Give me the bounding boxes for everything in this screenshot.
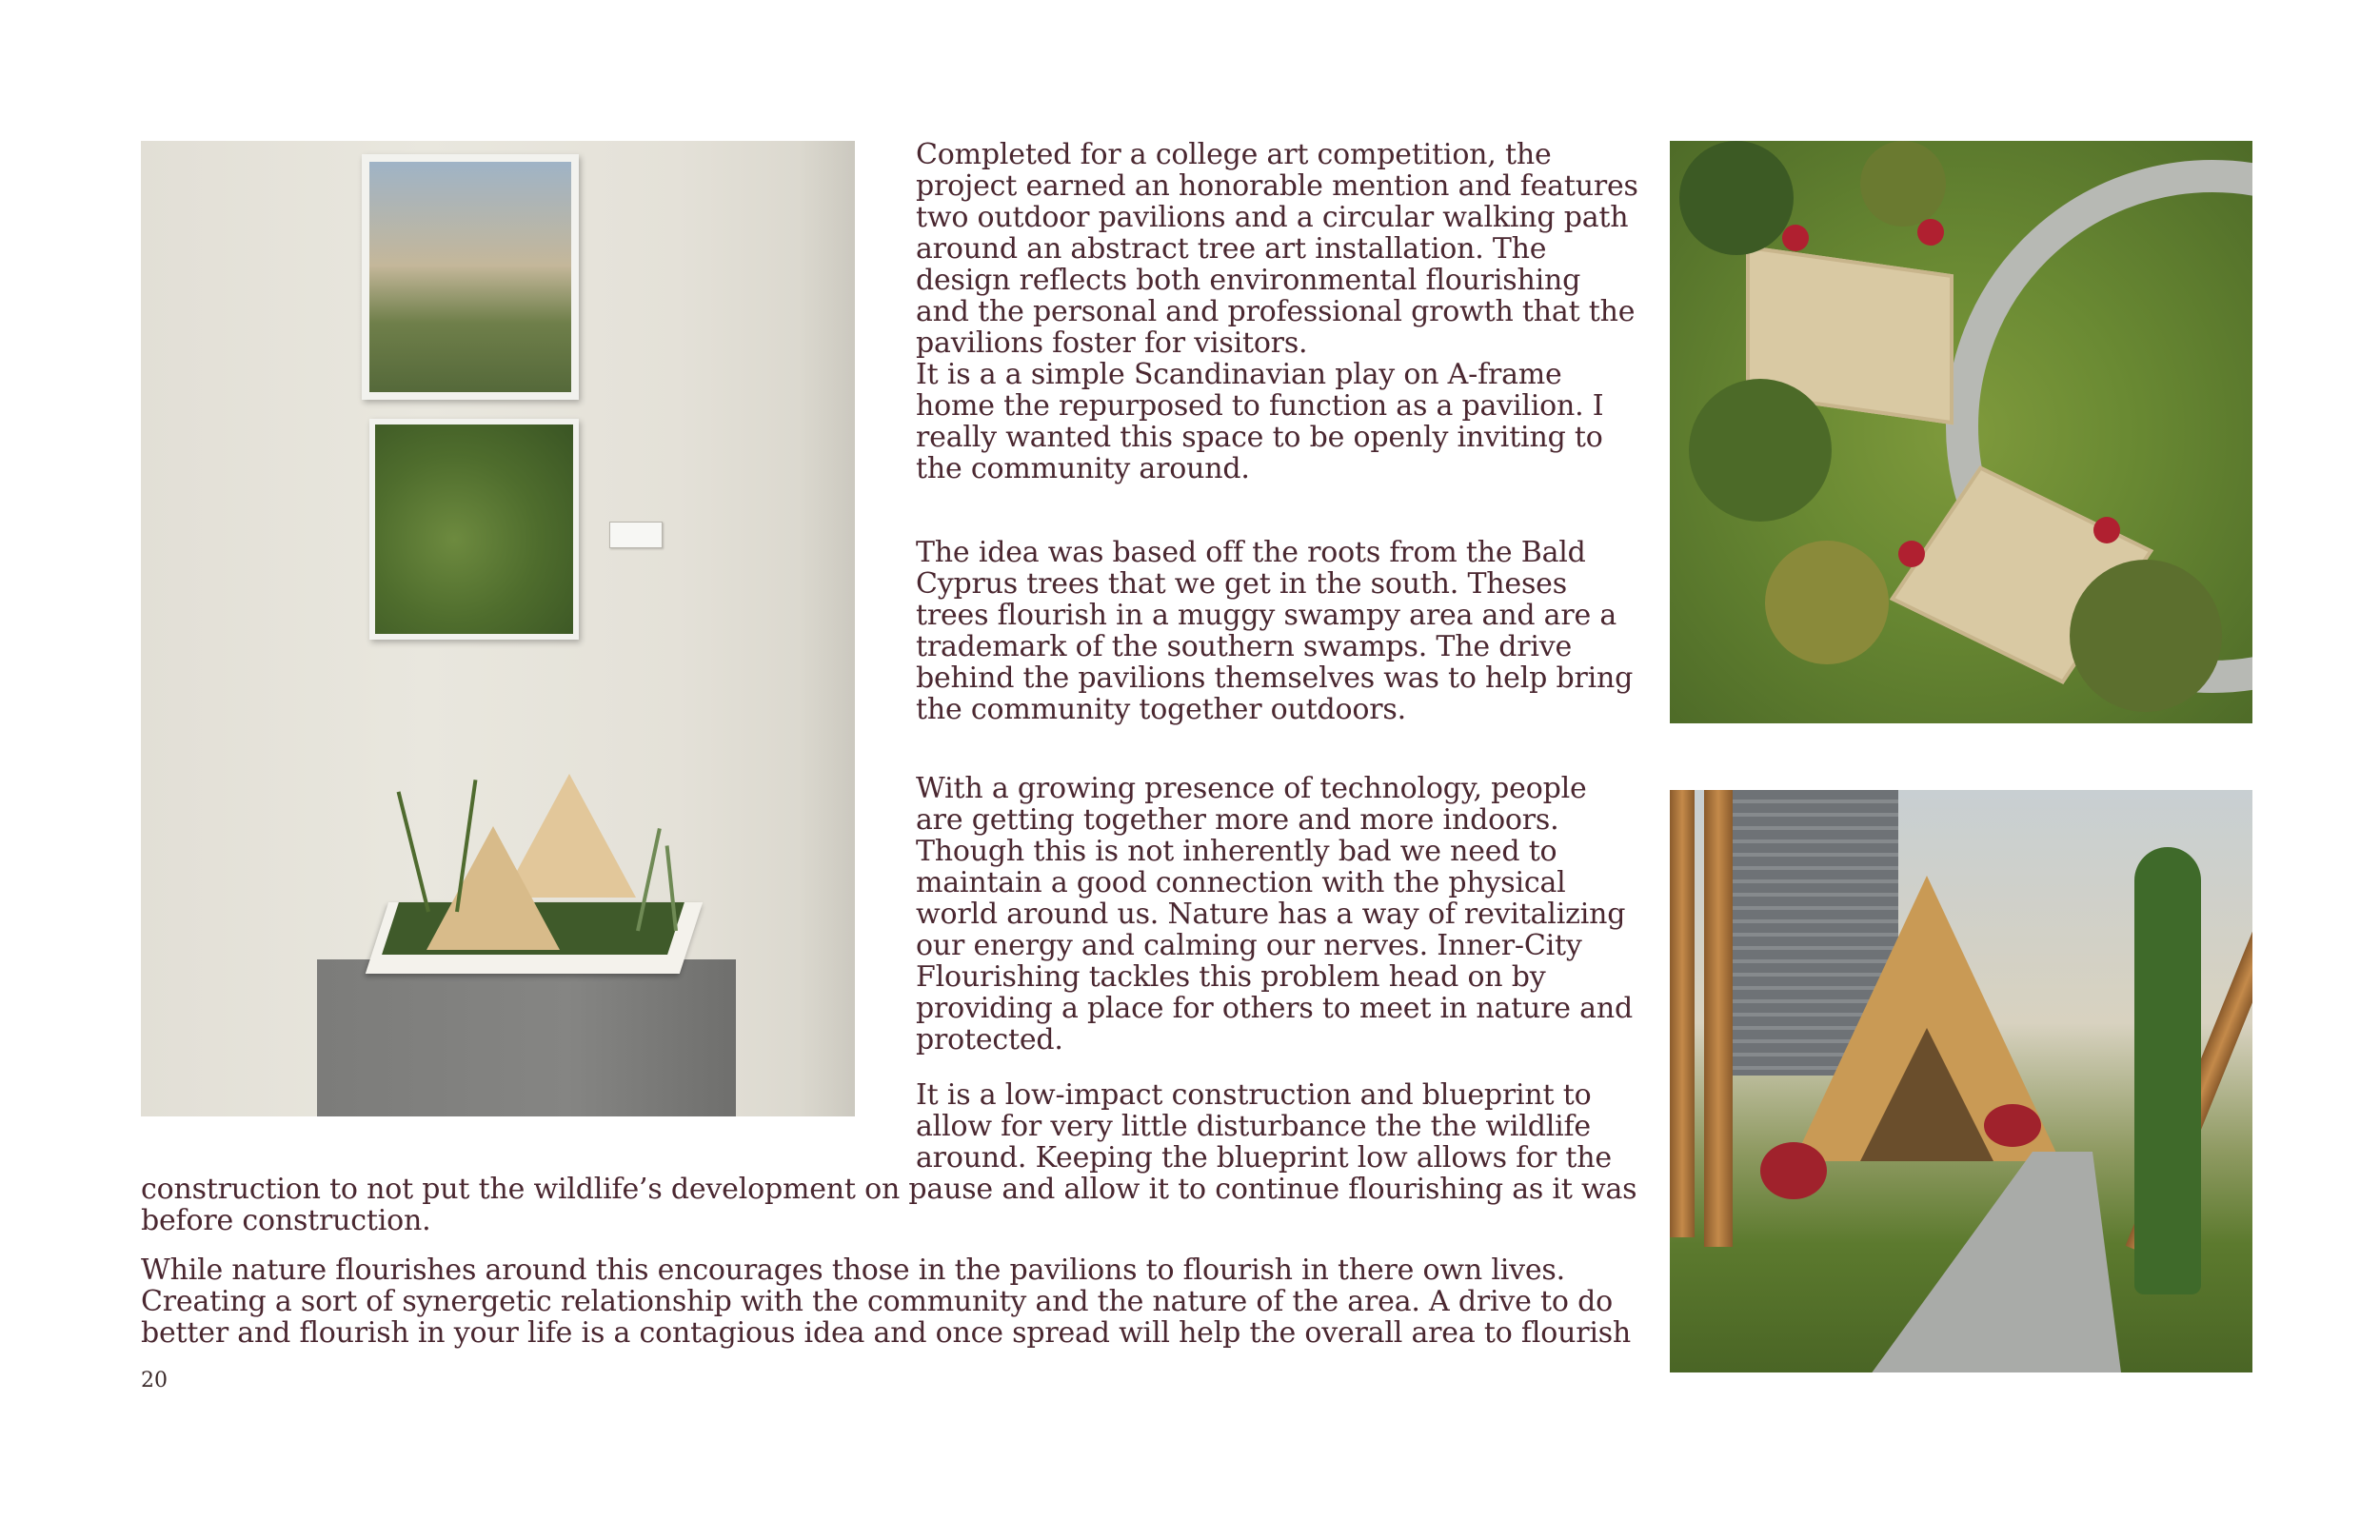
paragraph-1b: It is a a simple Scandinavian play on A-frame home the repurposed to function as a pavilion. I really wanted this space to be openly inviting to the community around. [916, 358, 1604, 485]
paragraph-4-line-1: It is a low-impact construction and blueprint to [916, 1078, 1592, 1112]
paragraph-4-rest: construction to not put the wildlife’s development on pause and allow it to continue flourishing as it was before construction. [141, 1173, 1637, 1237]
page-number: 20 [141, 1369, 168, 1392]
red-tree [1917, 219, 1944, 246]
paragraph-4-line-3: around. Keeping the blueprint low allows for the [916, 1141, 1612, 1175]
timber-post [1704, 790, 1733, 1247]
paragraph-1: Completed for a college art competition, the project earned an honorable mention and features two outdoor pavilions and a circular walking path around an abstract tree art installation. The design reflects both environmental flourishing and the personal and professional growth that the pavilions foster for visitors. [916, 138, 1638, 360]
paragraph-3: With a growing presence of technology, people are getting together more and more indoors. Though this is not inherently bad we need to maintain a good connection with the physical world around us. Nature has a way of revitalizing our energy and calming our nerves. Inner-City Flourishing tackles this problem head on by providing a place for others to meet in nature and protected. [916, 772, 1633, 1056]
tree [2070, 560, 2222, 712]
tree [1860, 141, 1946, 227]
cypress-tree [2134, 847, 2201, 1294]
wall-label-placard [609, 522, 663, 548]
red-shrub [1984, 1104, 2041, 1147]
model-plant [397, 791, 430, 912]
red-tree [1782, 225, 1809, 251]
paragraph-intro [916, 139, 1639, 484]
print-scene-aerial [375, 424, 573, 634]
gallery-photo [141, 141, 855, 1116]
paragraph-2: The idea was based off the roots from the Bald Cyprus trees that we get in the south. Theses trees flourish in a muggy swampy area and are a trademark of the southern swamps. The drive behind the pavilions themselves was to help bring the community together outdoors. [916, 536, 1634, 726]
print-scene-a-frame [369, 162, 571, 392]
framed-print-top [362, 154, 579, 400]
red-shrub [1760, 1142, 1827, 1199]
paragraph-technology [916, 773, 1639, 1056]
framed-print-bottom [369, 419, 579, 640]
paragraph-synergy [141, 1254, 1664, 1349]
ground-render [1670, 790, 2252, 1372]
red-tree [2093, 517, 2120, 543]
a-frame-interior [1860, 1028, 1993, 1161]
paragraph-4-line-2: allow for very little disturbance the the wildlife [916, 1110, 1591, 1143]
model-a-frame-2 [426, 826, 560, 950]
wall-shadow [798, 141, 855, 1116]
timber-post [1670, 790, 1695, 1237]
tree [1679, 141, 1794, 255]
red-tree [1898, 541, 1925, 567]
tree [1689, 379, 1832, 522]
paragraph-5: While nature flourishes around this encourages those in the pavilions to flourish in there own lives. Creating a sort of synergetic relationship with the community and the nature of the area. A drive to do better and flourish in your life is a contagious idea and once spread will help the overall area to flourish [141, 1254, 1632, 1350]
paragraph-low-impact [141, 1079, 1664, 1236]
tree [1765, 541, 1889, 664]
paragraph-roots [916, 537, 1639, 725]
aerial-render [1670, 141, 2252, 723]
